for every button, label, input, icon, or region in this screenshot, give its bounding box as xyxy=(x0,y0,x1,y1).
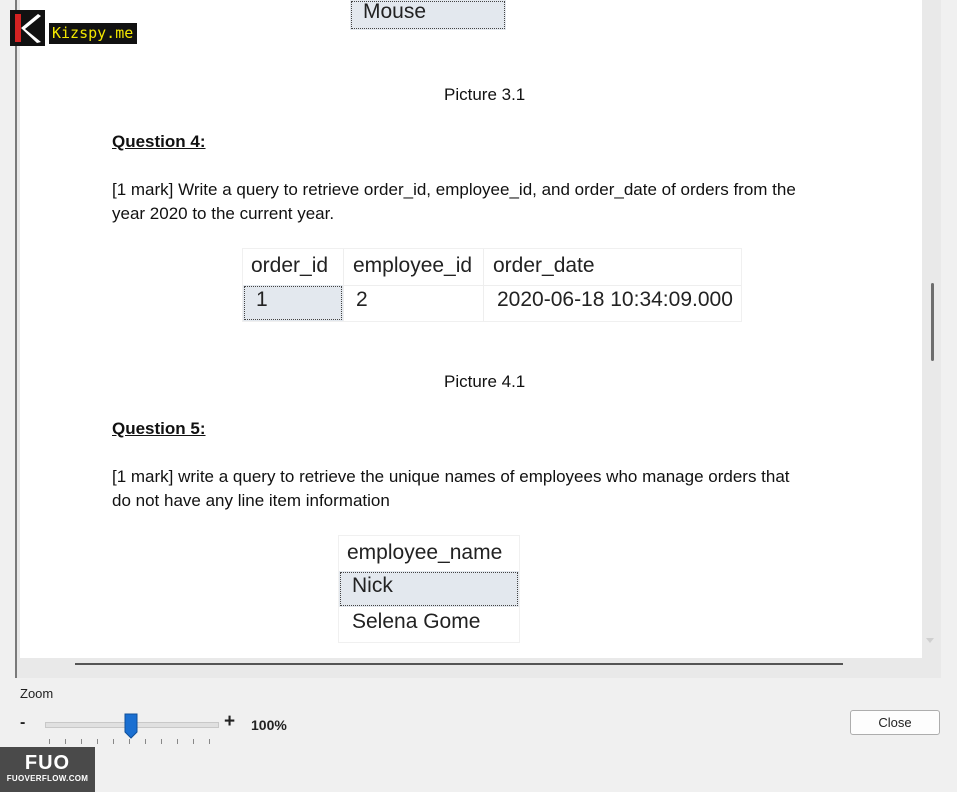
zoom-tick xyxy=(209,739,210,744)
zoom-tick xyxy=(49,739,50,744)
zoom-tick xyxy=(161,739,162,744)
fuoverflow-badge xyxy=(0,747,95,792)
zoom-label: Zoom xyxy=(20,686,54,701)
document-page xyxy=(20,0,922,658)
zoom-tick xyxy=(193,739,194,744)
cell-employee-nick: Nick xyxy=(352,574,393,597)
column-header-order-id: order_id xyxy=(251,254,329,277)
zoom-tick xyxy=(97,739,98,744)
result-cell-mouse xyxy=(350,0,506,30)
fuo-logo-text: FUO xyxy=(24,752,71,774)
result-table-employees xyxy=(338,535,520,643)
page-separator xyxy=(75,663,843,665)
zoom-tick xyxy=(81,739,82,744)
fuo-site-text: FUOVERFLOW.COM xyxy=(6,774,89,783)
zoom-tick xyxy=(65,739,66,744)
close-button[interactable]: Close xyxy=(850,710,940,735)
caption-picture-3-1: Picture 3.1 xyxy=(444,85,526,104)
kizspy-logo-icon xyxy=(10,10,45,46)
question-5-line-1: [1 mark] write a query to retrieve the unique names of employees who manage orders that xyxy=(112,467,790,486)
result-table-orders xyxy=(242,248,742,322)
question-4-text xyxy=(112,178,872,226)
selected-cell-order-id xyxy=(243,285,343,321)
zoom-slider-thumb[interactable] xyxy=(124,713,138,739)
vertical-scrollbar-thumb[interactable] xyxy=(931,283,934,361)
cell-order-date: 2020-06-18 10:34:09.000 xyxy=(497,288,733,311)
zoom-tick xyxy=(129,739,130,744)
question-5-line-2: do not have any line item information xyxy=(112,491,390,510)
question-5-text xyxy=(112,465,872,513)
zoom-tick xyxy=(113,739,114,744)
zoom-in-icon[interactable]: + xyxy=(224,711,236,732)
zoom-value: 100% xyxy=(251,717,287,733)
cell-order-id: 1 xyxy=(256,288,268,311)
cell-employee-selena: Selena Gome xyxy=(352,610,481,633)
question-4-line-1: [1 mark] Write a query to retrieve order_id, employee_id, and order_date of orders from the xyxy=(112,180,796,199)
selected-cell-nick xyxy=(339,571,519,607)
zoom-out-icon[interactable]: - xyxy=(20,714,26,731)
question-4-heading: Question 4: xyxy=(112,132,206,151)
caption-picture-4-1: Picture 4.1 xyxy=(444,372,526,391)
watermark-text: Kizspy.me xyxy=(49,23,137,44)
document-viewer[interactable] xyxy=(15,0,941,678)
question-4-line-2: year 2020 to the current year. xyxy=(112,204,335,223)
zoom-tick xyxy=(145,739,146,744)
cell-employee-id: 2 xyxy=(356,288,368,311)
column-header-employee-id: employee_id xyxy=(353,254,473,277)
question-5-heading: Question 5: xyxy=(112,419,206,438)
kizspy-watermark xyxy=(10,10,137,46)
column-header-employee-name: employee_name xyxy=(347,541,503,564)
cell-text: Mouse xyxy=(363,0,427,23)
scroll-down-arrow-icon[interactable] xyxy=(926,638,934,643)
column-header-order-date: order_date xyxy=(493,254,595,277)
zoom-tick xyxy=(177,739,178,744)
